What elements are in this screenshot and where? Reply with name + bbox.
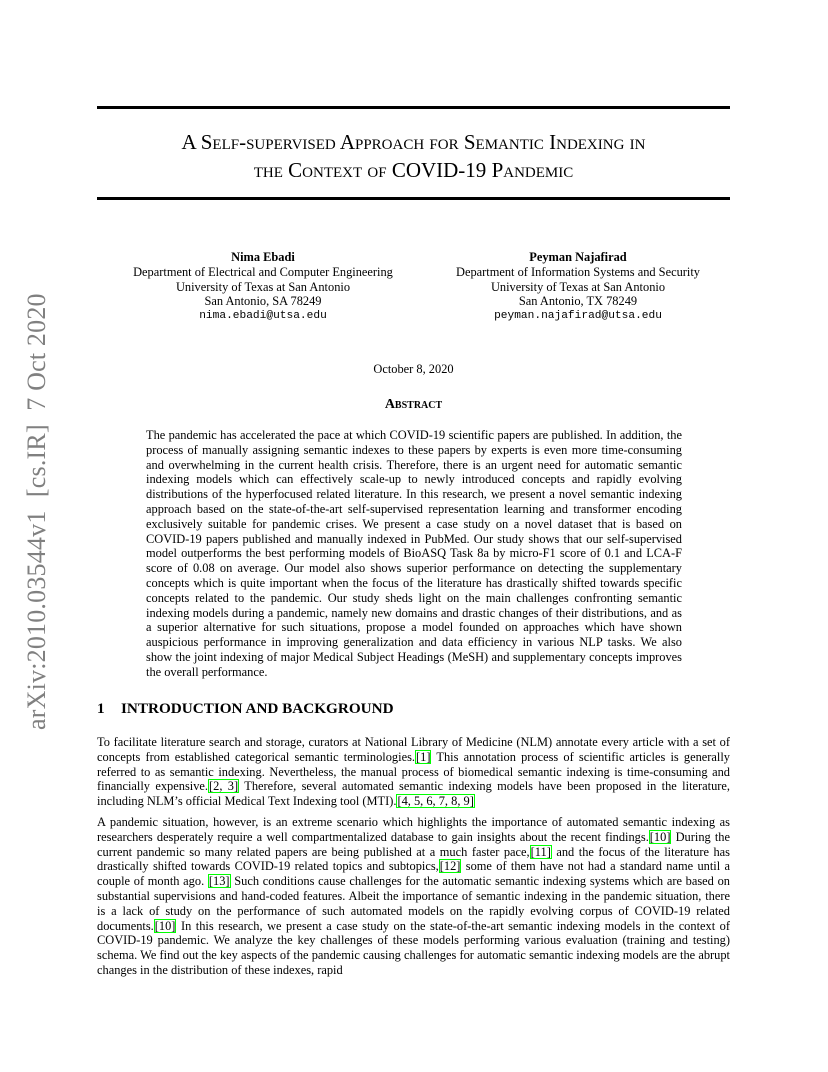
para-text: and the focus of the literature has drastically shifted towards COVID-19 related topics and subtopics, <box>97 844 730 874</box>
citation-link[interactable]: [4, 5, 6, 7, 8, 9] <box>397 794 474 809</box>
title-covid: COVID-19 <box>391 158 487 182</box>
body-paragraph-2 <box>97 815 730 978</box>
para-text: During the current pandemic so many related papers are being published at a much faster pace, <box>97 829 730 859</box>
author-email[interactable]: nima.ebadi@utsa.edu <box>199 310 327 323</box>
citation-link[interactable]: [12] <box>439 859 461 874</box>
author-name: Nima Ebadi <box>231 250 295 264</box>
author-block-1 <box>113 250 413 324</box>
paper-title <box>97 128 730 184</box>
section-title: INTRODUCTION AND BACKGROUND <box>121 700 394 717</box>
title-top-rule <box>97 106 730 109</box>
abstract-text: The pandemic has accelerated the pace at which COVID-19 scientific papers are published. In addition, the process of manually assigning semantic indexes to these papers by experts is even more time-consuming and overwhelming in the current health crisis. Therefore, there is an urgent need for automatic semantic indexing models which can effectively scale-up to newly introduced concepts and rapidly evolving distributions of the hyperfocused related literature. In this research, we present a novel semantic indexing approach based on the state-of-the-art self-supervised representation learning and transformer encoding exclusively suitable for pandemic crises. We present a case study on a novel dataset that is based on COVID-19 papers published and manually indexed in PubMed. Our study shows that our self-supervised model outperforms the best performing models of BioASQ Task 8a by micro-F1 score of 0.1 and LCA-F score of 0.08 on average. Our model also shows superior performance on detecting the supplementary concepts which is quite important when the focus of the literature has drastically shifted towards specific concepts related to the pandemic. Our study sheds light on the main challenges confronting semantic indexing models during a pandemic, namely new domains and drastic changes of their distributions, and as a superior alternative for such situations, propose a model founded on approaches which have shown auspicious performance in improving generalization and data efficiency in various NLP tasks. We also show the joint indexing of major Medical Subject Headings (MeSH) and supplementary concepts improves the overall performance. <box>146 428 682 679</box>
title-line-2-pre: the Context of <box>253 158 392 182</box>
title-line-2 <box>97 156 730 184</box>
para-text: In this research, we present a case study on the state-of-the-art semantic indexing models in the context of COVID-19 pandemic. We analyze the key challenges of these models performing various evaluation (training and testing) schema. We find out the key aspects of the pandemic causing challenges for automatic semantic indexing models are the abrupt changes in the distribution of these indexes, rapid <box>97 918 730 977</box>
section-heading <box>97 700 730 718</box>
section-number: 1 <box>97 700 105 717</box>
para-text: some of them have not had a standard name until a couple of month ago. <box>97 859 730 889</box>
para-text: Therefore, several automated semantic indexing models have been proposed in the literature, including NLM’s official Medical Text Indexing tool (MTI). <box>97 779 730 809</box>
author-name: Peyman Najafirad <box>529 250 627 264</box>
title-line-2-post: Pandemic <box>486 158 574 182</box>
author-university: University of Texas at San Antonio <box>175 279 351 294</box>
abstract-heading: Abstract <box>384 397 443 412</box>
citation-link[interactable]: [2, 3] <box>209 779 239 794</box>
citation-link[interactable]: [10] <box>154 918 176 933</box>
title-bottom-rule <box>97 197 730 200</box>
author-city: San Antonio, SA 78249 <box>204 294 322 309</box>
citation-link[interactable]: [1] <box>416 749 431 764</box>
citation-link[interactable]: [11] <box>530 844 551 859</box>
author-department: Department of Electrical and Computer Engineering <box>133 264 393 279</box>
author-department: Department of Information Systems and Security <box>456 264 700 279</box>
citation-link[interactable]: [10] <box>649 829 671 844</box>
para-text: Such conditions cause challenges for the automatic semantic indexing systems which are based on substantial supervisions and hand-coded features. Albeit the importance of semantic indexing in the pandemic situation, there is a lack of study on the performance of such automated models on the rapidly evolving corpus of COVID-19 related documents. <box>97 874 730 933</box>
para-text: To facilitate literature search and storage, curators at National Library of Medicine (NLM) annotate every article with a set of concepts from established categorical semantic terminologies. <box>97 735 730 764</box>
author-city: San Antonio, TX 78249 <box>518 294 638 309</box>
title-line-1: A Self-supervised Approach for Semantic Indexing in <box>181 130 646 154</box>
paper-date: October 8, 2020 <box>373 362 454 376</box>
author-university: University of Texas at San Antonio <box>490 279 666 294</box>
arxiv-stamp: arXiv:2010.03544v1 [cs.IR] 7 Oct 2020 <box>22 293 51 730</box>
para-text: This annotation process of scientific articles is generally referred to as semantic indexing. Nevertheless, the manual process of biomedical semantic indexing is time-consuming and financially expensive. <box>97 749 730 794</box>
body-paragraph-1 <box>97 735 730 809</box>
para-text: A pandemic situation, however, is an extreme scenario which highlights the importance of automated semantic indexing as researchers desperately require a well compartmentalized database to gain insights about the recent findings. <box>97 815 730 844</box>
author-block-2 <box>428 250 728 324</box>
citation-link[interactable]: [13] <box>208 874 230 889</box>
author-email[interactable]: peyman.najafirad@utsa.edu <box>494 310 662 323</box>
